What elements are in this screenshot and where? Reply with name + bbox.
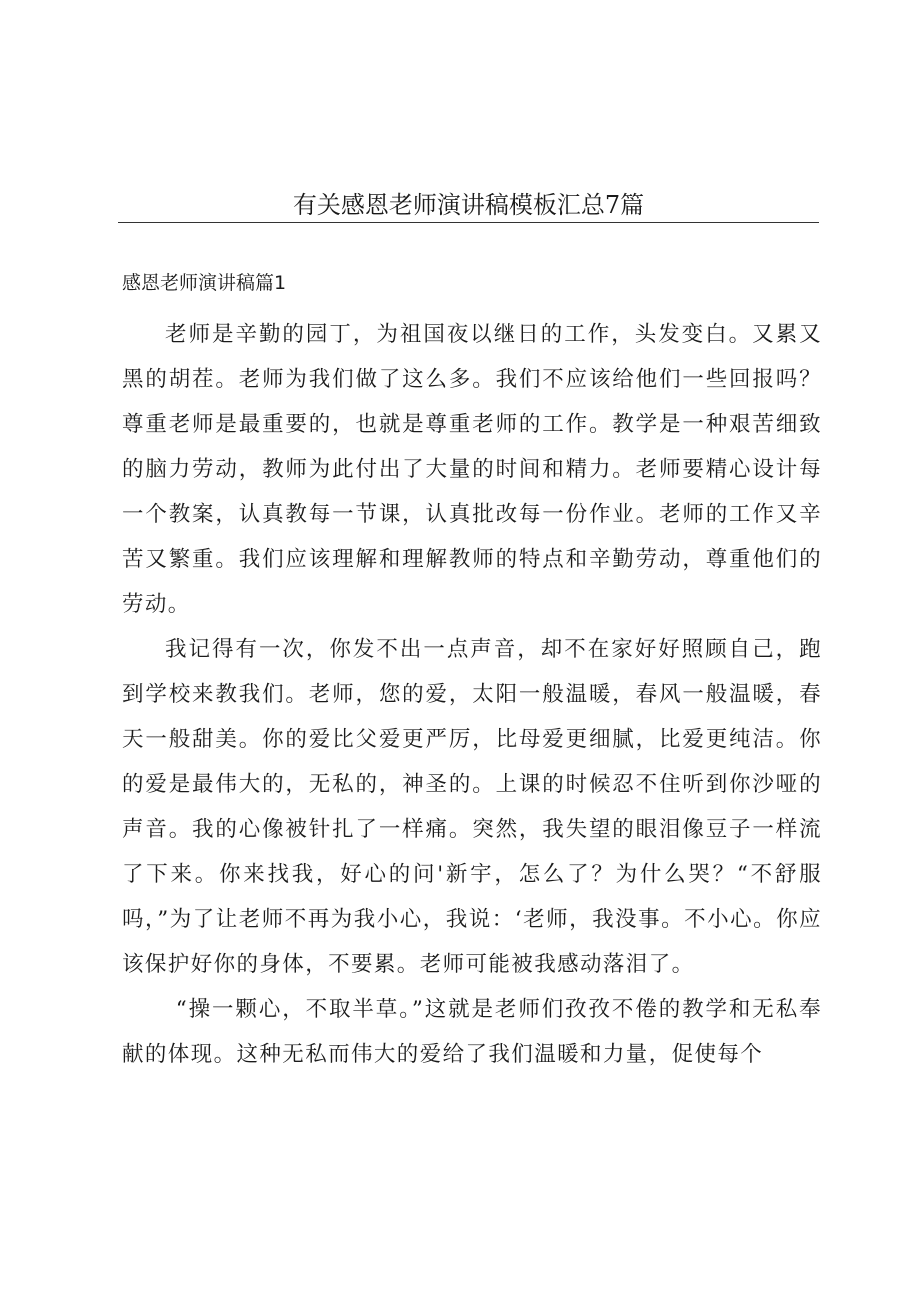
paragraph-3: “操一颗心，不取半草。”这就是老师们孜孜不倦的教学和无私奉献的体现。这种无私而伟大的爱给了我们温暖和力量，促使每个 bbox=[122, 997, 822, 1067]
section-heading: 感恩老师演讲稿篇1 bbox=[122, 272, 287, 294]
paragraph-2: 我记得有一次，你发不出一点声音，却不在家好好照顾自己，跑到学校来教我们。老师，您的爱，太阳一般温暖，春风一般温暖，春天一般甜美。你的爱比父爱更严厉，比母爱更细腻，比爱更纯洁。你的爱是最伟大的，无私的，神圣的。上课的时候忍不住听到你沙哑的声音。我的心像被针扎了一样痛。突然，我失望的眼泪像豆子一样流了下来。你来找我，好心的问'新宇，怎么了？为什么哭？“不舒服吗，”为了让老师不再为我小心，我说：‘老师，我没事。不小心。你应该保护好你的身体，不要累。老师可能被我感动落泪了。 bbox=[122, 637, 822, 977]
paragraph-1: 老师是辛勤的园丁，为祖国夜以继日的工作，头发变白。又累又黑的胡茬。老师为我们做了这么多。我们不应该给他们一些回报吗？尊重老师是最重要的，也就是尊重老师的工作。教学是一种艰苦细致的脑力劳动，教师为此付出了大量的时间和精力。老师要精心设计每一个教案，认真教每一节课，认真批改每一份作业。老师的工作又辛苦又繁重。我们应该理解和理解教师的特点和辛勤劳动，尊重他们的劳动。 bbox=[122, 322, 822, 617]
document-title: 有关感恩老师演讲稿模板汇总7篇 bbox=[292, 191, 645, 219]
body-text bbox=[122, 312, 822, 1077]
title-underline bbox=[118, 222, 819, 223]
